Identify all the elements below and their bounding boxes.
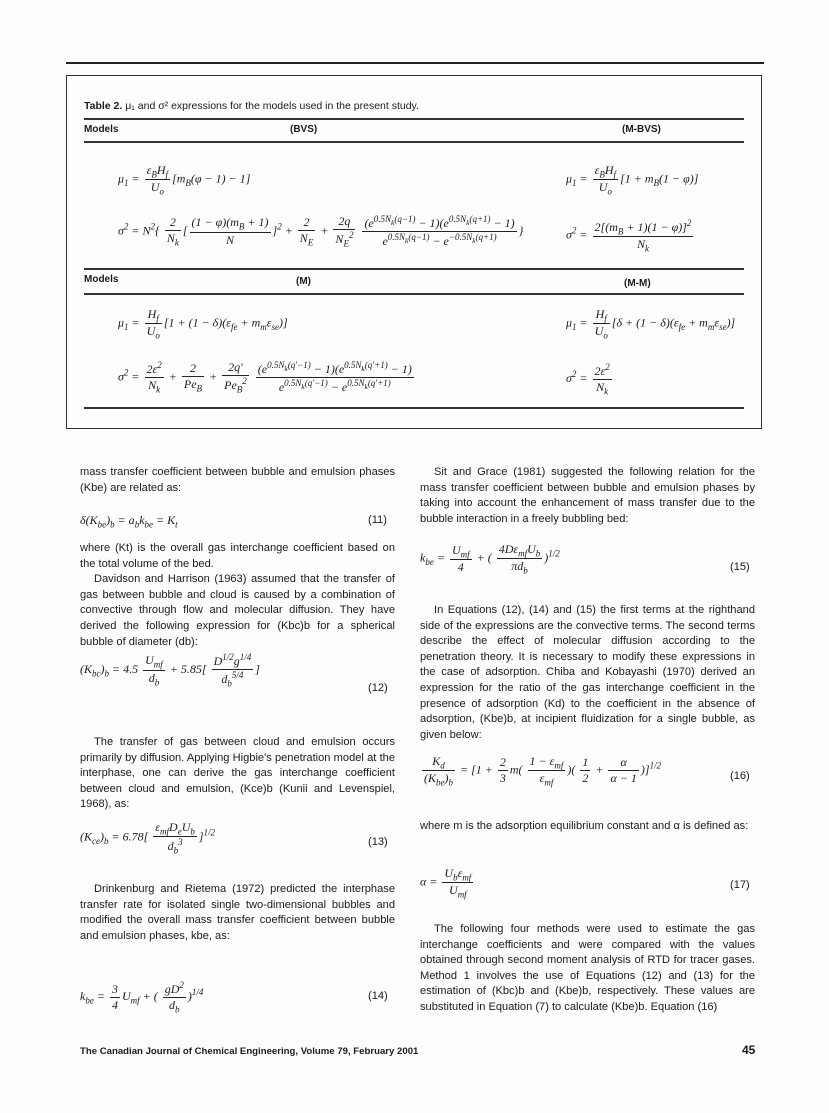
table-header-m: (M) [296,276,311,287]
left-paragraph-4: Drinkenburg and Rietema (1972) predicted the interphase transfer rate for isolated single two-dimensional bubbles and modified the overall mass transfer coefficient between bubble and emulsion phases, kbe, as: [80,883,395,942]
bvs-sigma-equation: $\sigma^2 = N^2${ $\frac{2}{N_k}$ [ $\frac{(1 - \varphi)(m_B + 1)}{N}$ ]$^2$ + $\frac{2}{N_E}$ + $\frac{2q}{N_E^2}$ $\frac{(e^{0.5N_k(q-1)} - 1)(e^{0.5N_k(q+1)} - 1)}{e^{0.5N_k(q-1)} - e^{-0.5N_k(q+1)}}$ } [118,214,524,249]
journal-footer: The Canadian Journal of Chemical Engineering, Volume 79, February 2001 [80,1046,419,1057]
equation-14-number: (14) [368,990,388,1002]
table-rule [84,407,744,409]
table-header-models: Models [84,124,119,135]
right-paragraph-4: The following four methods were used to estimate the gas interchange coefficients and were compared with the values obtained through second moment analysis of RTD for tracer gases. Method 1 involves the use of Equations (12) and (13) for the estimation of (Kbc)b and (Kbe)b, respectively. These values are substituted in Equation (7) to calculate (Kbe)b. Equation (16) [420,923,755,1013]
right-paragraph-2: In Equations (12), (14) and (15) the first terms at the righthand side of the expressions are the convective terms. The second terms describe the effect of molecular diffusion according to the penetration theory. It is necessary to modify these expressions in the case of adsorption. Chiba and Kobayashi (1970) derived an expression for the ratio of the gas interchange coefficient in the presence of adsorption (Kd) to the coefficient in the absence of adsorption, (Kbe)b, at incipient fluidization for a single bubble, as given below: [420,604,755,741]
mbvs-sigma-equation: $\sigma^2$ = $\frac{2[(m_B + 1)(1 - \varphi)]^2}{N_k}$ [566,218,692,254]
m-sigma-equation: $\sigma^2$ = $\frac{2\varepsilon^2}{N_k}$ + $\frac{2}{Pe_B}$ + $\frac{2q'}{Pe_B^2}$ $\frac{(e^{0.5N_k(q'-1)} - 1)(e^{0.5N_k(q'+1)} - 1)}{e^{0.5N_k(q'-1)} - e^{0.5N_k(q'+1)}}$ [118,360,412,395]
left-paragraph-2: where (Kt) is the overall gas interchange coefficient based on the total volume of the bed. Davidson and Harrison (1963) assumed that the transfer of gas between bubble and cloud is caused by a combination of convective through flow and molecular diffusion. They have derived the following expression for (Kbc)b for a spherical bubble of diameter (db): [80,542,395,648]
equation-15: $k_{be}$ = $\frac{U_{mf}}{4}$ + ( $\frac{4D\varepsilon_{mf}U_b}{\pi d_b}$ )$^{1/2}$ [420,542,560,576]
equation-12-number: (12) [368,682,388,694]
mm-sigma-equation: $\sigma^2$ = $\frac{2\varepsilon^2}{N_k}$ [566,362,610,397]
table-header-mbvs: (M-BVS) [622,124,661,135]
table-header-bvs: (BVS) [290,124,318,135]
table-rule [84,268,744,270]
bvs-mu-equation: $\mu_1$ = $\frac{\varepsilon_BH_f}{U_o}$ $[m_B(\varphi - 1) - 1]$ [118,163,251,197]
equation-11: $\delta(K_{be})_b = a_bk_{be} = K_t$ [80,513,178,530]
equation-13-number: (13) [368,836,388,848]
equation-16: $\frac{K_d}{(K_{be})_b}$ = [1 + $\frac{2}{3}$ m( $\frac{1 - \varepsilon_{mf}}{\varepsilon_{mf}}$ )( $\frac{1}{2}$ + $\frac{\alpha}{\alpha - 1}$ )]$^{1/2}$ [424,754,662,788]
left-paragraph-1: mass transfer coefficient between bubble and emulsion phases (Kbe) are related as: [80,466,395,494]
table-rule [84,141,744,143]
right-paragraph-1: Sit and Grace (1981) suggested the following relation for the mass transfer coefficient between bubble and emulsion phases by taking into account the enhancement of mass transfer due to the bubble interaction in a freely bubbling bed: [420,466,755,525]
equation-17-number: (17) [730,879,750,891]
table-header-mm: (M-M) [624,278,651,289]
equation-15-number: (15) [730,561,750,573]
equation-16-number: (16) [730,770,750,782]
right-paragraph-3: where m is the adsorption equilibrium constant and α is defined as: [420,820,749,832]
mm-mu-equation: $\mu_1$ = $\frac{H_f}{U_o}$ $[\delta + (1 - \delta)(\varepsilon_{fe} + m_m\varepsilon_{se})]$ [566,307,736,341]
table-header-models-2: Models [84,274,119,285]
equation-17: α = $\frac{U_b\varepsilon_{mf}}{U_{mf}}$ [420,866,472,900]
table-caption-label: Table 2. [84,100,123,112]
table-caption [84,100,419,112]
equation-11-number: (11) [368,514,387,526]
table-rule [84,118,744,120]
left-paragraph-3: The transfer of gas between cloud and emulsion occurs primarily by diffusion. Applying Higbie's penetration model at the interphase, one can derive the gas interchange coefficient between cloud and emulsion, (Kce)b (Kunii and Levenspiel, 1968), as: [80,736,395,811]
equation-14: $k_{be}$ = $\frac{3}{4}$ $U_{mf}$ + ( $\frac{gD^2}{d_b}$ )$^{1/4}$ [80,980,204,1015]
top-rule [66,62,764,64]
equation-12: $(K_{bc})_b = 4.5$ $\frac{U_{mf}}{d_b}$ + 5.85[ $\frac{D^{1/2}g^{1/4}}{d_b^{5/4}}$ ] [80,652,260,689]
m-mu-equation: $\mu_1$ = $\frac{H_f}{U_o}$ $[1 + (1 - \delta)(\varepsilon_{fe} + m_m\varepsilon_{se})]$ [118,307,288,341]
mbvs-mu-equation: $\mu_1$ = $\frac{\varepsilon_BH_f}{U_o}$ $[1 + m_B(1 - \varphi)]$ [566,163,699,197]
table-caption-text: μ₁ and σ² expressions for the models used in the present study. [125,100,419,112]
table-rule [84,293,744,295]
page-number: 45 [742,1043,756,1057]
equation-13: $(K_{ce})_b = 6.78$[ $\frac{\varepsilon_{mf}D_eU_b}{d_b^3}$ ]$^{1/2}$ [80,820,216,856]
